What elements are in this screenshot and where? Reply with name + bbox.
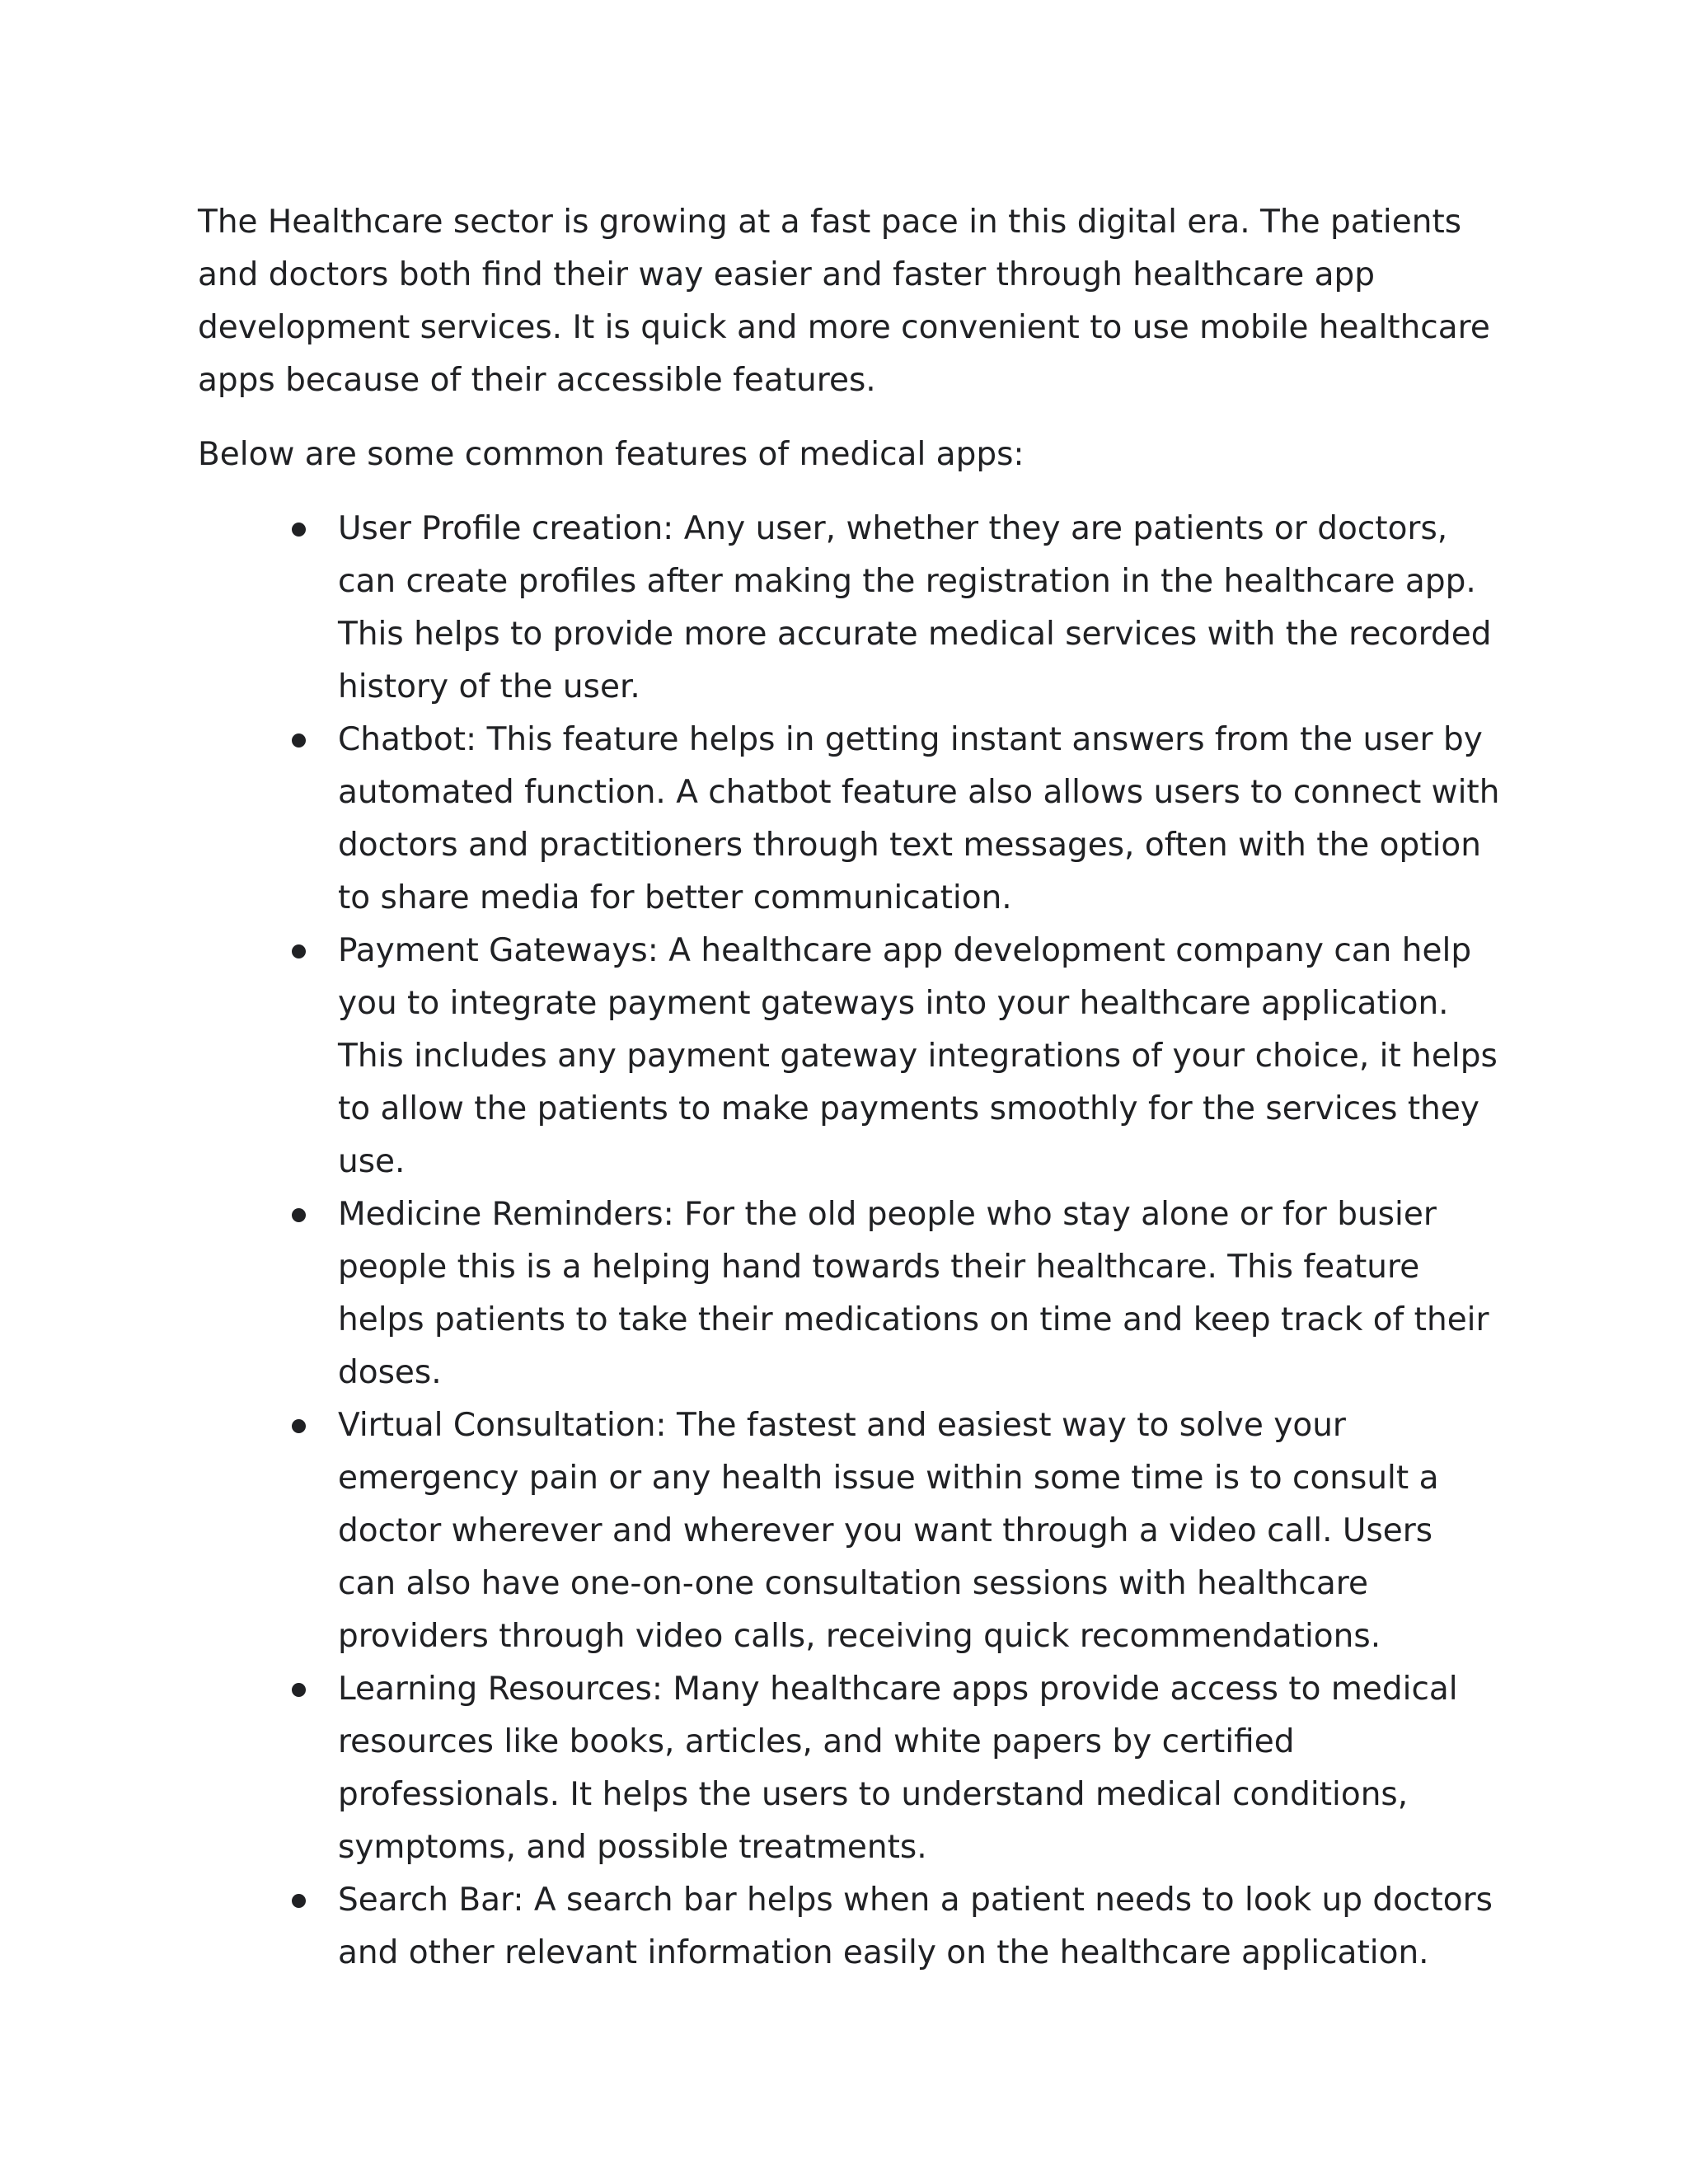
feature-text: Search Bar: A search bar helps when a patient needs to look up doctors and other relevant information easily on the healthcare application.	[338, 1882, 1493, 1971]
feature-text: Learning Resources: Many healthcare apps provide access to medical resources like books, articles, and white papers by certified professionals. It helps the users to understand medical conditions, symptoms, and possible treatments.	[338, 1671, 1458, 1866]
feature-text: Medicine Reminders: For the old people who stay alone or for busier people this is a helping hand towards their healthcare. This feature helps patients to take their medications on time and keep track of their doses.	[338, 1196, 1489, 1391]
intro-paragraph: The Healthcare sector is growing at a fast pace in this digital era. The patients and doctors both find their way easier and faster through healthcare app development services. It is quick and more convenient to use mobile healthcare apps because of their accessible features.	[198, 204, 1490, 399]
bullet-icon	[292, 1894, 306, 1908]
feature-text: Chatbot: This feature helps in getting instant answers from the user by automated function. A chatbot feature also allows users to connect with doctors and practitioners through text messages, often with the option to share media for better communication.	[338, 721, 1500, 916]
bullet-icon	[292, 1208, 306, 1222]
feature-text: Virtual Consultation: The fastest and easiest way to solve your emergency pain or any health issue within some time is to consult a doctor wherever and wherever you want through a video call. Users can also have one-on-one consultation sessions with healthcare providers through video calls, receiving quick recommendations.	[338, 1407, 1439, 1655]
list-item	[198, 1399, 1500, 1663]
bullet-icon	[292, 1683, 306, 1697]
bullet-icon	[292, 733, 306, 748]
list-item	[198, 1663, 1500, 1874]
feature-text: User Profile creation: Any user, whether they are patients or doctors, can create profiles after making the registration in the healthcare app. This helps to provide more accurate medical services with the recorded history of the user.	[338, 510, 1492, 705]
feature-list	[198, 503, 1500, 1980]
feature-text: Payment Gateways: A healthcare app development company can help you to integrate payment gateways into your healthcare application. This includes any payment gateway integrations of your choice, it helps to allow the patients to make payments smoothly for the services they use.	[338, 932, 1498, 1180]
list-item	[198, 925, 1500, 1188]
bullet-icon	[292, 523, 306, 537]
document-page	[198, 196, 1500, 1980]
list-item	[198, 1188, 1500, 1399]
list-item	[198, 503, 1500, 714]
list-item	[198, 714, 1500, 925]
list-item	[198, 1874, 1500, 1980]
bullet-icon	[292, 1419, 306, 1433]
bullet-icon	[292, 944, 306, 958]
list-heading: Below are some common features of medical apps:	[198, 436, 1025, 473]
